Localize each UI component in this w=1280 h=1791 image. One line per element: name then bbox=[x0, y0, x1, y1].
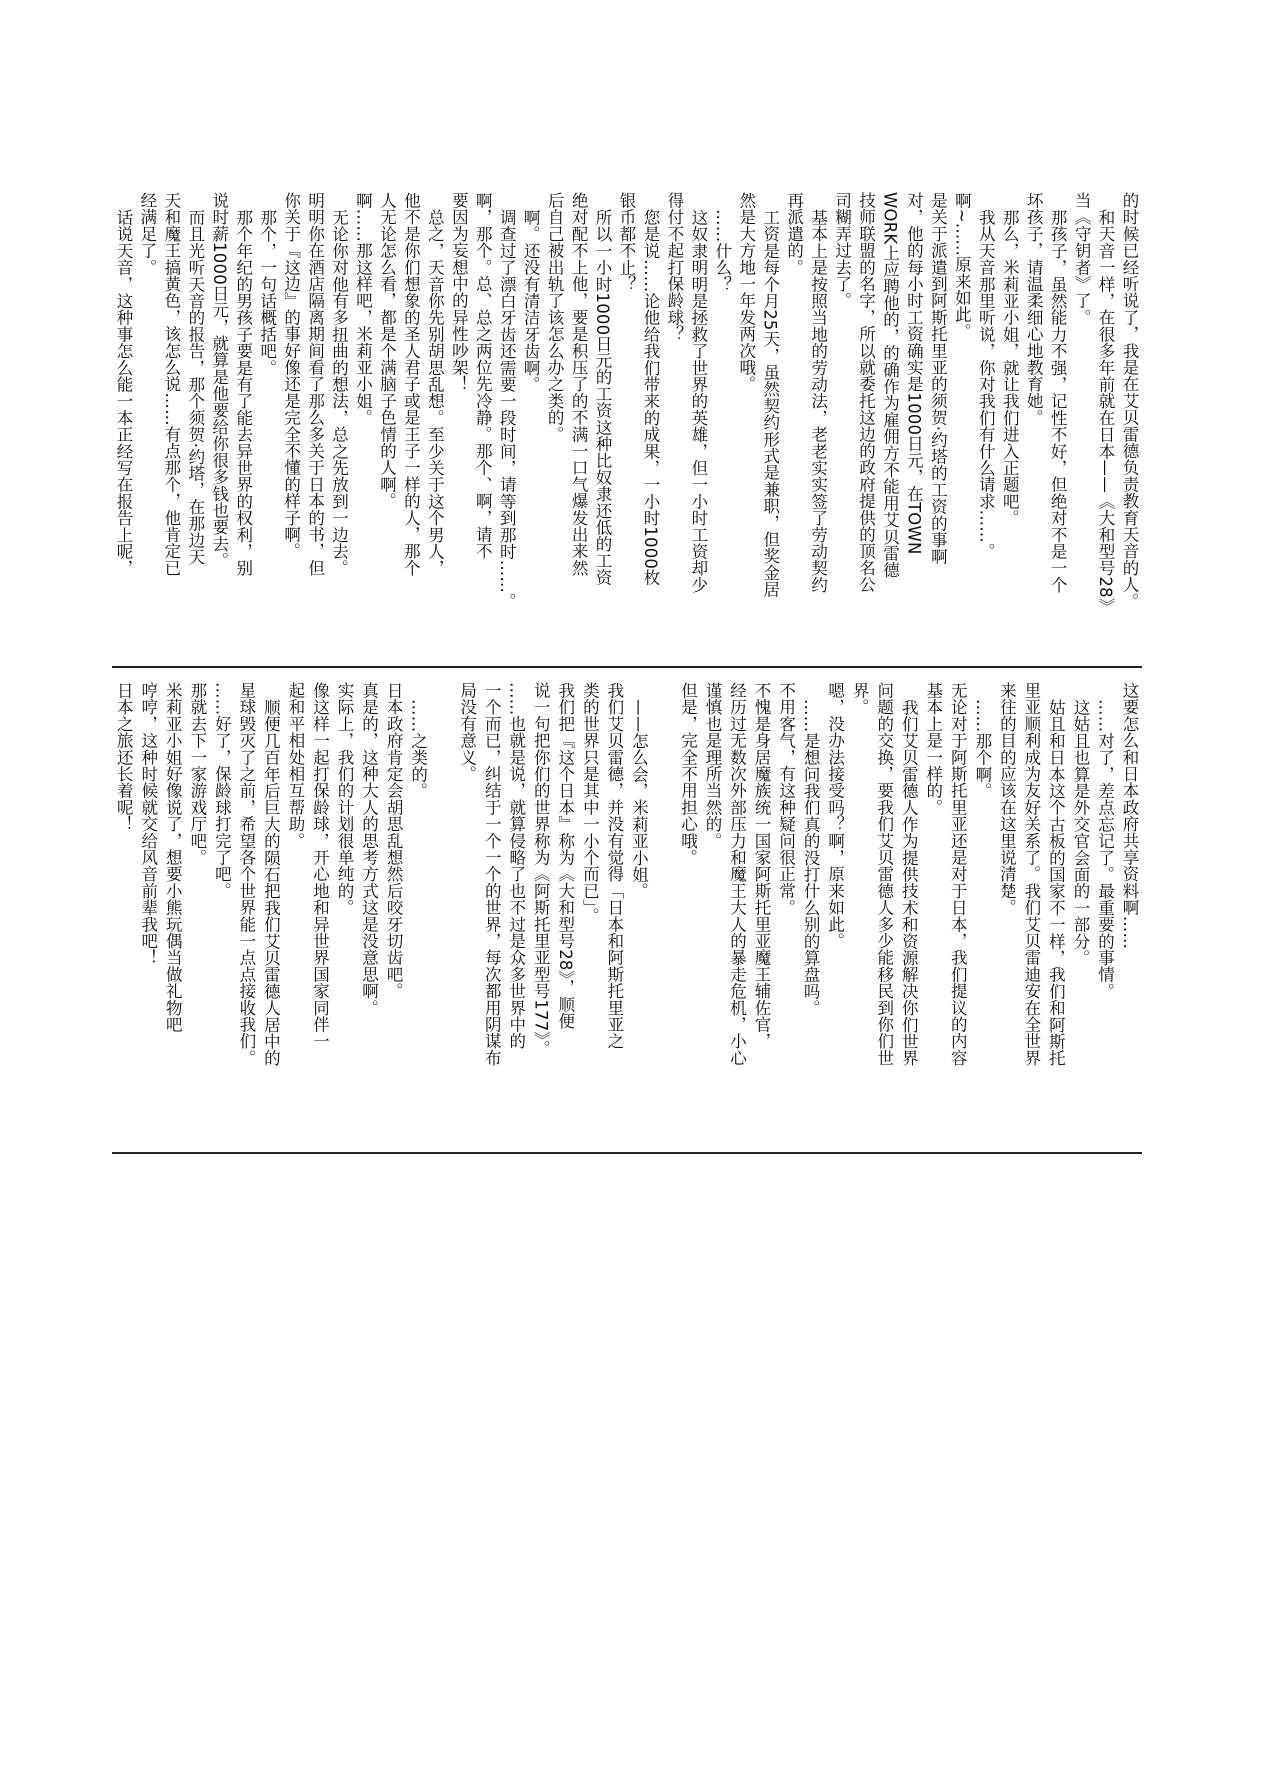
text-column: 真是的，这种大人的思考方式这是没意思啊。 bbox=[359, 682, 379, 1016]
text-column: 您是说……论他给我们带来的成果，一小时1000枚 bbox=[640, 209, 660, 586]
text-column: 无论你对他有多扭曲的想法，总之先放到一边去。 bbox=[329, 209, 349, 577]
text-column: 总之，天音你先别胡思乱想。至少关于这个男人， bbox=[425, 209, 445, 577]
text-column: 坏孩子，请温柔细心地教育她。 bbox=[1024, 192, 1044, 426]
text-column: 经满足了。 bbox=[137, 192, 157, 276]
text-column: WORK上应聘他的，的确作为雇佣方不能用艾贝雷德 bbox=[880, 192, 900, 579]
text-column: 的时候已经听说了，我是在艾贝雷德负责教育天音的人。 bbox=[1120, 192, 1139, 610]
text-column: 这要怎么和日本政府共享资料啊…… bbox=[1120, 682, 1139, 950]
lower-text-block bbox=[112, 682, 1142, 1132]
text-column: 和天音一样，在很多年前就在日本——《大和型号28》 bbox=[1096, 209, 1116, 615]
text-column: 而且光听天音的报告，那个须贺·约塔，在那边天 bbox=[185, 209, 205, 566]
text-column: 天和魔王搞黄色，该怎么说……有点那个，他肯定已 bbox=[161, 192, 181, 577]
text-column bbox=[651, 682, 676, 1132]
text-column: 调查过了漂白牙齿还需要一段时间，请等到那时……。 bbox=[497, 209, 517, 610]
text-column: 那个，一句话概括吧。 bbox=[257, 209, 277, 376]
text-column: 要因为妄想中的异性吵架！ bbox=[449, 192, 469, 393]
text-column: 说时薪1000日元，就算是他要给你很多钱也要去。 bbox=[209, 192, 229, 569]
text-column: 人无论怎么看，都是个满脑子色情的人啊。 bbox=[377, 192, 397, 510]
text-column: ……那个啊。 bbox=[972, 699, 992, 800]
text-column: 顺便几百年后巨大的陨石把我们艾贝雷德人居中的 bbox=[261, 699, 281, 1067]
text-column: ……对了，差点忘记了。最重要的事情。 bbox=[1095, 699, 1115, 1000]
text-column: 当《守钥者》了。 bbox=[1072, 192, 1092, 326]
text-column: 对，他的每小时工资确实是1000日元，在TOWN bbox=[904, 192, 924, 555]
text-column: 哼哼，这种时候就交给风音前辈我吧！ bbox=[138, 682, 158, 966]
text-column: 你关于『这边』的事好像还是完全不懂的样子啊。 bbox=[281, 192, 301, 560]
text-column: 技师联盟的名字，所以就委托这边的政府提供的顶名公 bbox=[856, 192, 876, 593]
text-column: 无论对于阿斯托里亚还是对于日本，我们提议的内容 bbox=[948, 682, 968, 1067]
text-column: 实际上，我们的计划很单纯的。 bbox=[335, 682, 354, 916]
text-column: ……是想问我们真的没打什么别的算盘吗。 bbox=[801, 699, 821, 1017]
text-column: 起和平相处相互帮助。 bbox=[285, 682, 305, 849]
text-column: 话说天音，这种事怎么能一本正经写在报告上呢， bbox=[113, 209, 133, 577]
text-column: 里亚顺利成为友好关系了。我们艾贝雷迪安在全世界 bbox=[1021, 682, 1041, 1067]
text-column: 那个年纪的男孩子要是有了能去异世界的权利，别 bbox=[233, 209, 253, 577]
text-column: 像这样一起打保龄球，开心地和异世界国家同伴一 bbox=[310, 682, 330, 1050]
text-column: 日本政府肯定会胡思乱想然后咬牙切齿吧。 bbox=[384, 682, 404, 1000]
upper-text-block bbox=[112, 192, 1142, 630]
text-column: 这姑且也算是外交官会面的一部分。 bbox=[1070, 699, 1090, 967]
text-column: ……什么？ bbox=[712, 209, 732, 293]
text-column: 说一句把你们的世界称为《阿斯托里亚型号177》。 bbox=[531, 682, 551, 1057]
text-column: 这奴隶明明是拯救了世界的英雄，但一小时工资却少 bbox=[688, 209, 708, 594]
text-column: 界。 bbox=[850, 682, 870, 716]
text-column: 来往的目的应该在这里说清楚。 bbox=[997, 682, 1017, 916]
text-column: 那么，米莉亚小姐，就让我们进入正题吧。 bbox=[1000, 209, 1020, 527]
text-column: 我们把『这个日本』称为《大和型号28》，顺便 bbox=[555, 682, 575, 1030]
text-column: 问题的交换，要我们艾贝雷德人多少能移民到你们世 bbox=[874, 682, 894, 1067]
text-column: 我们艾贝雷德人作为提供技术和资源解决你们世界 bbox=[899, 699, 919, 1067]
text-column: 一个而已，纠结于一个一个的世界，每次都用阴谋布 bbox=[482, 682, 502, 1067]
text-column: 司糊弄过去了。 bbox=[832, 192, 852, 309]
text-column: ……也就是说，就算侵略了也不过是众多世界中的 bbox=[506, 682, 526, 1050]
text-column: 那孩子，虽然能力不强，记性不好，但绝对不是一个 bbox=[1048, 209, 1068, 594]
text-column: 基本上是按照当地的劳动法，老老实实签了劳动契约 bbox=[808, 209, 828, 594]
text-column: 谨慎也是理所当然的。 bbox=[702, 682, 722, 849]
text-column: 银币都不止？ bbox=[616, 192, 636, 293]
text-column: 然是大方地一年发两次哦。 bbox=[736, 192, 756, 393]
text-column: 日本之旅还长着呢！ bbox=[114, 682, 134, 833]
text-column: 再派遣的。 bbox=[784, 192, 804, 276]
text-column: 嗯，没办法接受吗？啊，原来如此。 bbox=[825, 682, 845, 950]
section-divider bbox=[112, 666, 1142, 668]
text-column: 明明你在酒店隔离期间看了那么多关于日本的书，但 bbox=[305, 192, 325, 577]
text-column: 啊……那这样吧，米莉亚小姐。 bbox=[353, 192, 373, 426]
text-column: 我们艾贝雷德，并没有觉得「日本和阿斯托里亚之 bbox=[604, 682, 624, 1050]
text-column: 那就去下一家游戏厅吧。 bbox=[187, 682, 207, 866]
text-column: 类的世界只是其中一小个而已」。 bbox=[580, 682, 600, 925]
section-divider-end bbox=[112, 1152, 1142, 1154]
text-column: 局没有意义。 bbox=[457, 682, 477, 783]
text-column: 啊，那个。总、总之两位先冷静。那个、啊，请不 bbox=[473, 192, 493, 560]
text-column: ……好了，保龄球打完了吧。 bbox=[212, 682, 232, 900]
text-column: 是关于派遣到阿斯托里亚的须贺·约塔的工资的事啊 bbox=[928, 192, 948, 565]
text-column: 后自己被出轨了该怎么办之类的。 bbox=[545, 192, 565, 443]
text-column bbox=[431, 682, 456, 1132]
text-column: 不用客气，有这种疑问很正常。 bbox=[776, 682, 796, 916]
text-column: 米莉亚小姐好像说了，想要小熊玩偶当做礼物吧 bbox=[163, 682, 183, 1033]
text-column: 他不是你们想象的圣人君子或是王子一样的人，那个 bbox=[401, 192, 421, 577]
text-column: 我从天音那里听说，你对我们有什么请求……。 bbox=[976, 209, 996, 560]
text-column: 啊~……原来如此。 bbox=[952, 192, 972, 340]
text-column: 星球毁灭了之前，希望各个世界能一点点接收我们。 bbox=[236, 682, 256, 1067]
text-column: 但是，完全不用担心哦。 bbox=[678, 682, 698, 866]
text-column: 啊。还没有清洁牙齿啊。 bbox=[521, 209, 541, 393]
text-column: 所以一小时1000日元的工资这种比奴隶还低的工资 bbox=[593, 209, 613, 586]
text-column: 基本上是一样的。 bbox=[923, 682, 943, 816]
text-column: 得付不起打保龄球？ bbox=[664, 192, 684, 343]
text-column: 经历过无数次外部压力和魔王大人的暴走危机，小心 bbox=[727, 682, 747, 1067]
text-column: ……之类的。 bbox=[408, 699, 428, 800]
text-column: 姑且和日本这个古板的国家不一样，我们和阿斯托 bbox=[1046, 699, 1066, 1067]
text-column: 不愧是身居魔族统一国家阿斯托里亚魔王辅佐官， bbox=[752, 682, 772, 1050]
text-column: 工资是每个月25天，虽然契约形式是兼职，但奖金居 bbox=[760, 209, 780, 598]
text-column: 绝对配不上他，要是积压了的不满一口气爆发出来然 bbox=[569, 192, 589, 577]
text-column: ——怎么会，米莉亚小姐。 bbox=[629, 699, 649, 900]
